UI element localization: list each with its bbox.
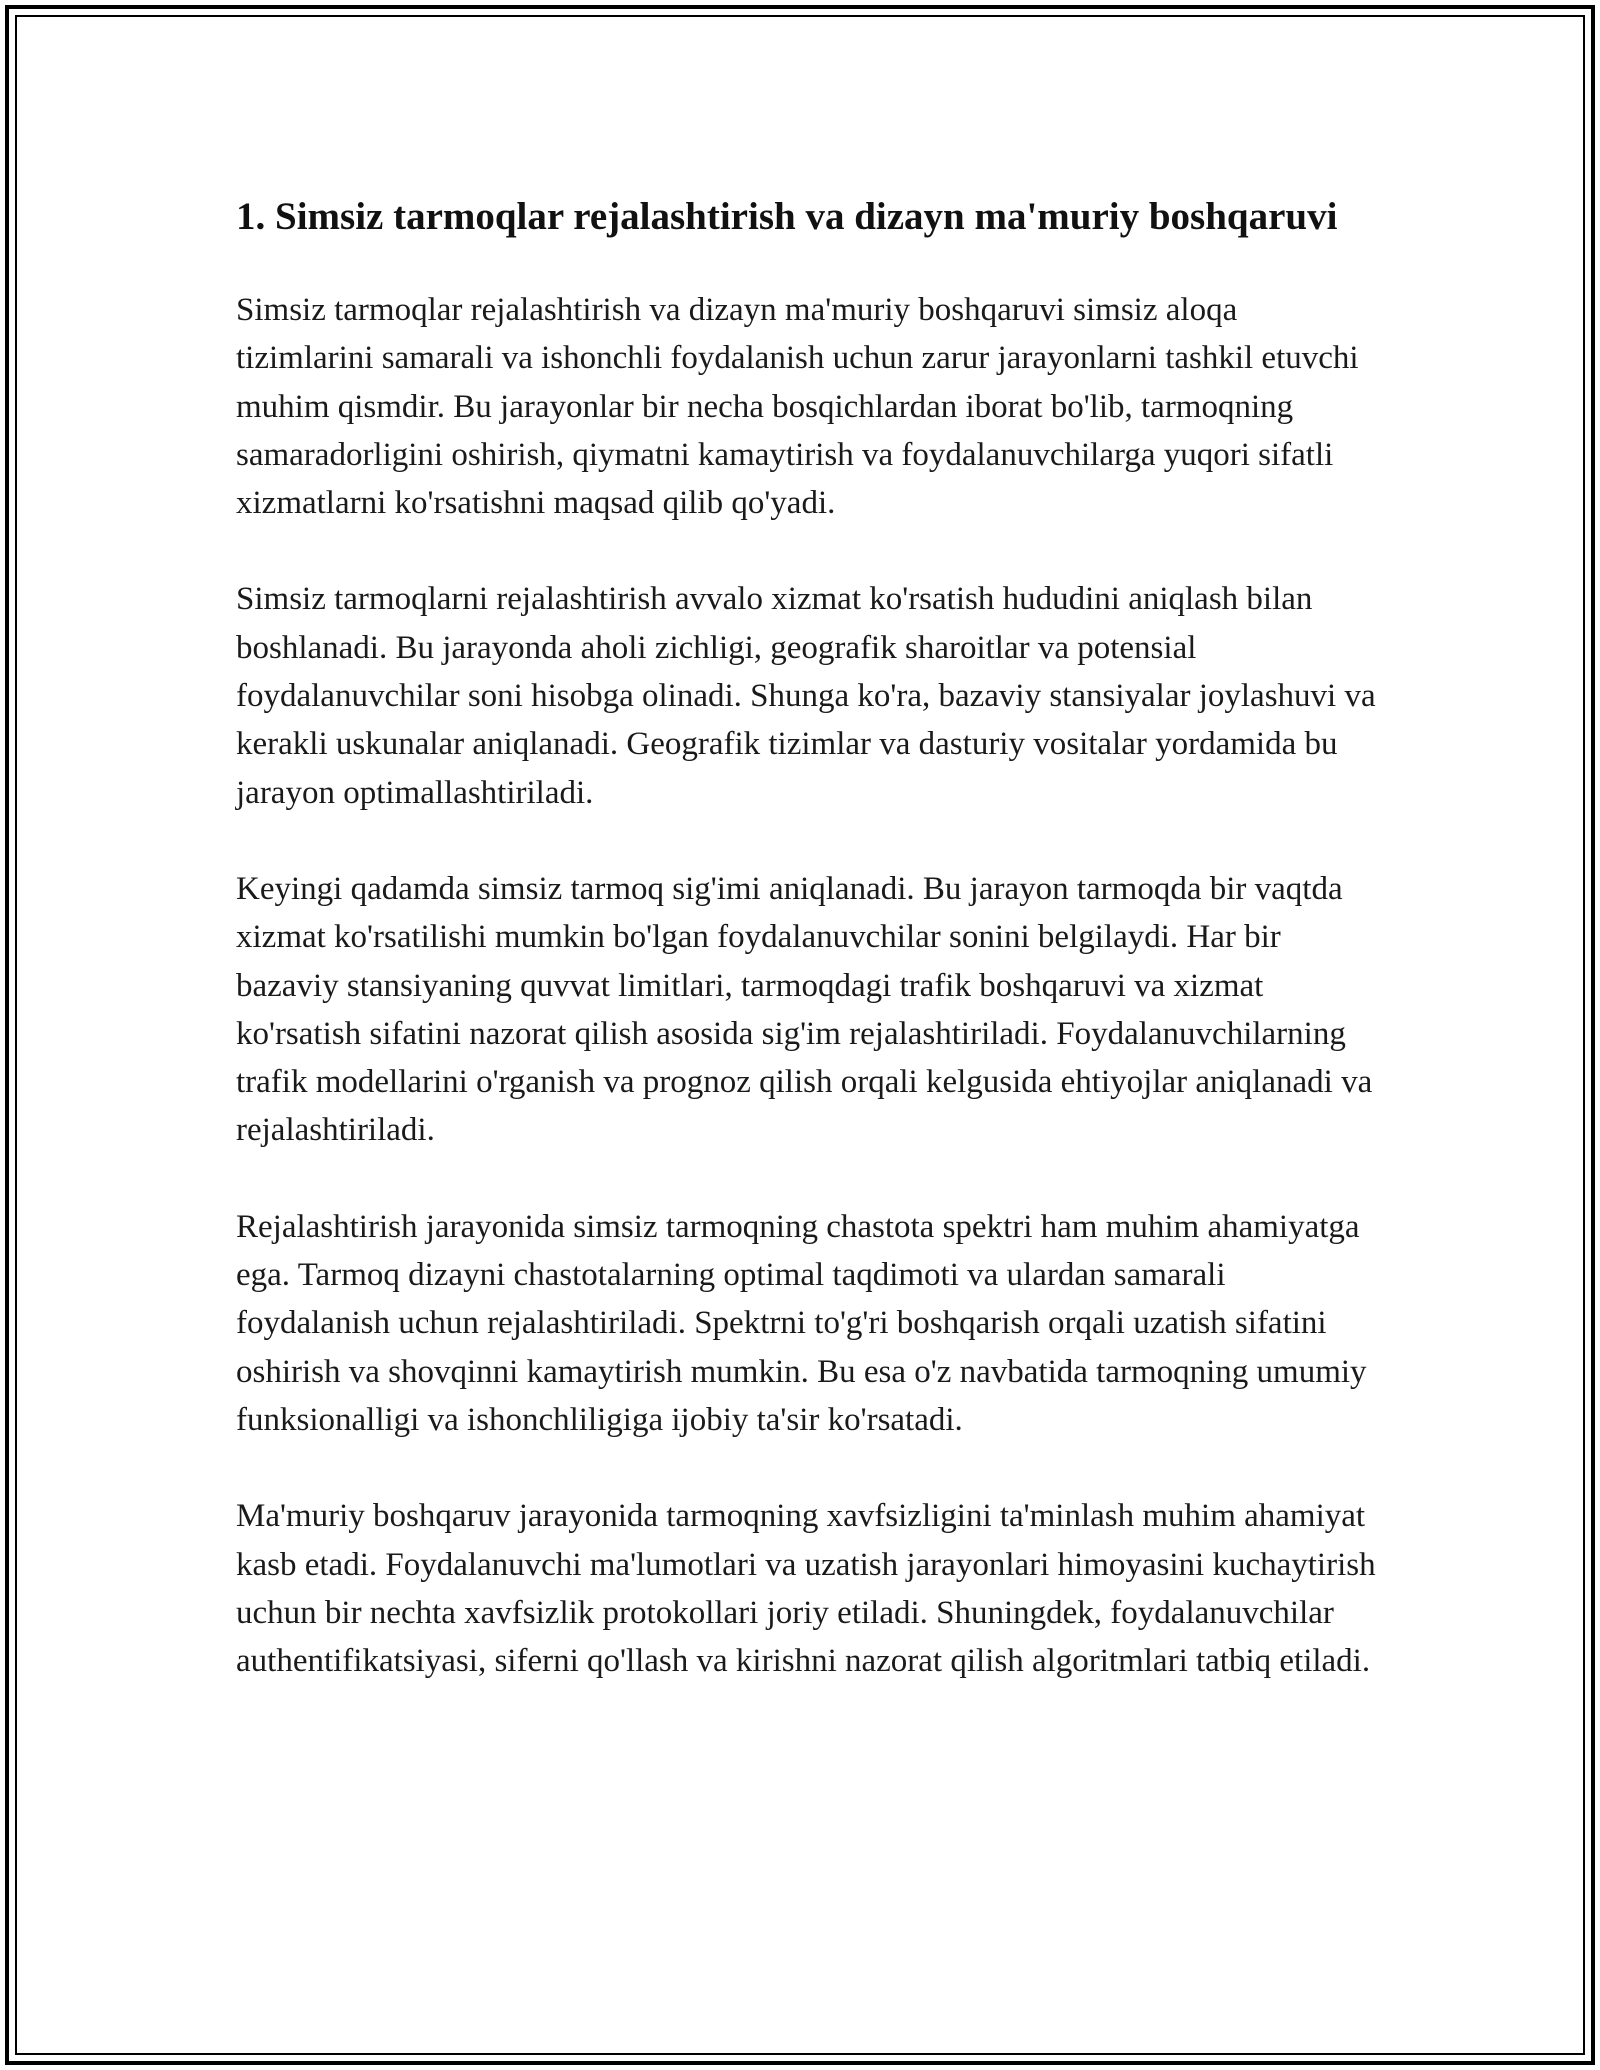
paragraph-intro: Simsiz tarmoqlar rejalashtirish va dizayn ma'muriy boshqaruvi simsiz aloqa tizimlarini samarali va ishonchli foydalanish uchun zarur jarayonlarni tashkil etuvchi muhim qismdir. Bu jarayonlar bir necha bosqichlardan iborat bo'lib, tarmoqning samaradorligini oshirish, qiymatni kamaytirish va foydalanuvchilarga yuqori sifatli xizmatlarni ko'rsatishni maqsad qilib qo'yadi. bbox=[236, 292, 1359, 522]
paragraph-capacity-planning: Keyingi qadamda simsiz tarmoq sig'imi aniqlanadi. Bu jarayon tarmoqda bir vaqtda xizmat ko'rsatilishi mumkin bo'lgan foydalanuvchilar sonini belgilaydi. Har bir bazaviy stansiyaning quvvat limitlari, tarmoqdagi trafik boshqaruvi va xizmat ko'rsatish sifatini nazorat qilish asosida sig'im rejalashtiriladi. Foydalanuvchilarning trafik modellarini o'rganish va prognoz qilish orqali kelgusida ehtiyojlar aniqlanadi va rejalashtiriladi. bbox=[236, 870, 1373, 1149]
paragraph-security-management: Ma'muriy boshqaruv jarayonida tarmoqning xavfsizligini ta'minlash muhim ahamiyat kasb etadi. Foydalanuvchi ma'lumotlari va uzatish jarayonlari himoyasini kuchaytirish uchun bir nechta xavfsizlik protokollari joriy etiladi. Shuningdek, foydalanuvchilar authentifikatsiyasi, siferni qo'llash va kirishni nazorat qilish algoritmlari tatbiq etiladi. bbox=[236, 1498, 1376, 1680]
document-body bbox=[236, 190, 1376, 1733]
section-heading: 1. Simsiz tarmoqlar rejalashtirish va dizayn ma'muriy boshqaruvi bbox=[236, 195, 1338, 238]
paragraph-spectrum-planning: Rejalashtirish jarayonida simsiz tarmoqning chastota spektri ham muhim ahamiyatga ega. Tarmoq dizayni chastotalarning optimal taqdimoti va ulardan samarali foydalanish uchun rejalashtiriladi. Spektrni to'g'ri boshqarish orqali uzatish sifatini oshirish va shovqinni kamaytirish mumkin. Bu esa o'z navbatida tarmoqning umumiy funksionalligi va ishonchliligiga ijobiy ta'sir ko'rsatadi. bbox=[236, 1208, 1367, 1438]
paragraph-coverage-planning: Simsiz tarmoqlarni rejalashtirish avvalo xizmat ko'rsatish hududini aniqlash bilan boshlanadi. Bu jarayonda aholi zichligi, geografik sharoitlar va potensial foydalanuvchilar soni hisobga olinadi. Shunga ko'ra, bazaviy stansiyalar joylashuvi va kerakli uskunalar aniqlanadi. Geografik tizimlar va dasturiy vositalar yordamida bu jarayon optimallashtiriladi. bbox=[236, 581, 1376, 811]
